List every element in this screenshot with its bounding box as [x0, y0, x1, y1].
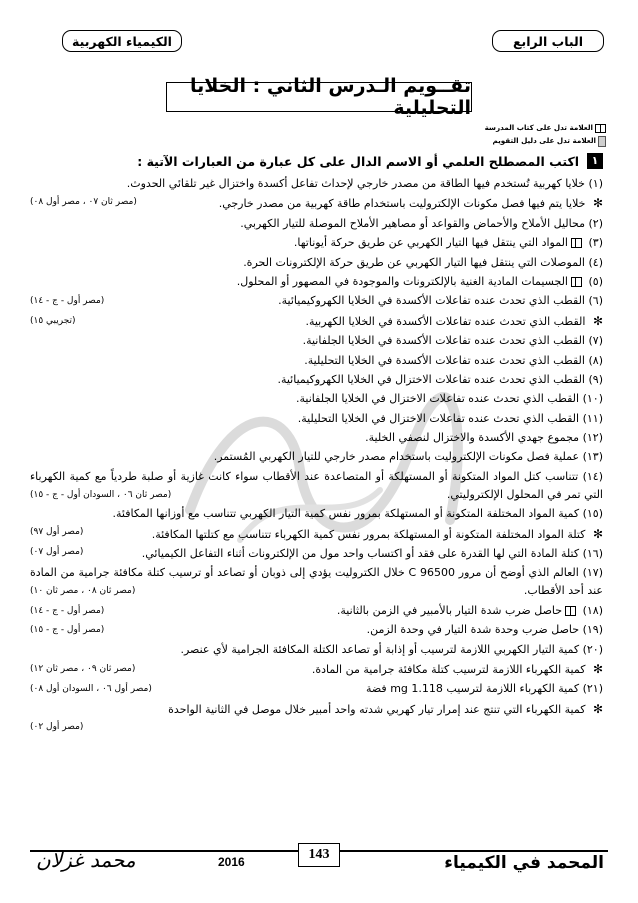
list-item — [30, 429, 603, 447]
items-list — [30, 175, 604, 732]
legend — [484, 121, 608, 147]
item-text: محاليل الأملاح والأحماض والقواعد أو مصاهير الأملاح الموصلة للتيار الكهربي. — [240, 216, 585, 230]
item-label: (١٨) — [582, 603, 603, 617]
exam-reference: (تجريبي ١٥) — [30, 315, 76, 326]
item-label: (٩) — [588, 372, 603, 386]
question-text: اكتب المصطلح العلمي أو الاسم الدال على كل عبارة من العبارات الآتية : — [137, 153, 579, 169]
exam-reference: (مصر ثان ٠٨ ، مصر ثان ١٠) — [30, 586, 136, 597]
list-item — [30, 352, 603, 370]
item-label: (١٥) — [582, 507, 603, 521]
exam-reference: (مصر أول - ج - ١٤) — [30, 605, 105, 616]
item-label: (١٠) — [582, 392, 603, 406]
item-label: (٤) — [588, 255, 603, 269]
list-item — [30, 621, 603, 639]
book-icon — [571, 277, 582, 287]
subject-tab — [62, 30, 182, 52]
legend-book-row — [484, 121, 608, 134]
list-item — [30, 410, 603, 428]
legend-guide-row — [492, 134, 608, 147]
item-label: (١٧) — [582, 566, 604, 580]
item-text: المواد التي ينتقل فيها التيار الكهربي عن طريق حركة أيوناتها. — [293, 236, 568, 250]
item-text: القطب الذي تحدث عنده تفاعلات الاختزال في الخلايا الجلفانية. — [296, 392, 580, 406]
book-icon — [565, 606, 576, 616]
list-item — [30, 371, 603, 389]
list-item — [30, 448, 603, 466]
item-text: كمية المواد المختلفة المتكونة أو المستهلكة بمرور نفس كمية التيار الكهربي تتناسب مع أوزانها المكافئة. — [112, 507, 580, 521]
item-text: العالم الذي أوضح أن مرور 96500 C خلال الكتروليت يؤدي إلى ذوبان أو تصاعد أو ترسيب كتلة مكافئة جرامية من المادة عند أحد الأقطاب. — [30, 566, 603, 598]
item-label: (٥) — [588, 274, 603, 288]
list-item — [30, 215, 603, 233]
item-label: (١٦) — [582, 547, 603, 561]
item-text: القطب الذي تحدث عنده تفاعلات الأكسدة في الخلايا التحليلية. — [304, 353, 585, 367]
chapter-label: الباب الرابع — [513, 33, 583, 49]
item-label: (٢١) — [582, 682, 603, 696]
item-text: عملية فصل مكونات الإلكتروليت باستخدام مصدر خارجي للتيار الكهربي المُستمر. — [213, 450, 580, 464]
book-icon — [571, 238, 582, 248]
item-text: القطب الذي تحدث عنده تفاعلات الأكسدة في الخلايا الكهروكيميائية. — [278, 294, 585, 308]
list-item — [30, 700, 603, 732]
legend-book-text: العلامة تدل على كتاب المدرسة — [484, 123, 593, 132]
item-text: القطب الذي تحدث عنده تفاعلات الاختزال في الخلايا الكهروكيميائية. — [277, 372, 585, 386]
item-label: (١) — [588, 177, 603, 190]
subject-label: الكيمياء الكهربية — [72, 33, 172, 49]
exam-reference: (مصر أول ٠٧) — [30, 546, 84, 557]
exam-reference: (مصر ثان ٠٧ ، مصر أول ٠٨) — [30, 197, 137, 207]
item-text: خلايا كهربية تُستخدم فيها الطاقة من مصدر خارجي لإحداث تفاعل أكسدة واختزال غير تلقائي الحدوث. — [126, 177, 585, 190]
item-text: كمية الكهرباء اللازمة لترسيب 1.118 mg فضة — [366, 682, 580, 696]
exam-reference: (مصر أول ٠٦ ، السودان أول ٠٨) — [30, 684, 152, 695]
list-item — [30, 641, 603, 659]
author-signature: محمد غزلان — [36, 848, 136, 872]
list-item — [30, 545, 603, 563]
item-label: (٦) — [588, 294, 603, 308]
item-label: (٧) — [588, 334, 603, 348]
book-icon — [595, 124, 606, 133]
list-item — [30, 194, 603, 213]
item-text: الجسيمات المادية الغنية بالإلكترونات والموجودة في المصهور أو المحلول. — [236, 274, 568, 288]
item-label: ✻ — [592, 661, 603, 676]
item-text: كمية الكهرباء اللازمة لترسيب كتلة مكافئة جرامية من المادة. — [311, 662, 586, 676]
legend-guide-text: العلامة تدل على دليل التقويم — [492, 136, 596, 145]
item-label: ✻ — [592, 313, 603, 328]
item-text: تتناسب كتل المواد المتكونة أو المستهلكة أو المتصاعدة عند الأقطاب سواء كانت غازية أو صلبة طردياً مع كمية الكهرباء التي تمر في المحلول الإلكتروليتي. — [30, 469, 603, 501]
item-text: حاصل ضرب وحدة شدة التيار في وحدة الزمن. — [366, 623, 580, 637]
list-item — [30, 234, 603, 252]
item-label: ✻ — [592, 196, 603, 211]
guide-icon — [598, 136, 606, 147]
item-text: كتلة المواد المختلفة المتكونة أو المستهلكة بمرور نفس كمية الكهرباء تتناسب مع كتلتها المكافئة. — [151, 527, 586, 541]
exam-reference: (مصر ثان ٠٩ ، مصر ثان ١٢) — [30, 663, 136, 674]
item-label: (١٤) — [582, 469, 604, 483]
exam-reference: (مصر أول ٩٧) — [30, 527, 84, 538]
page-number: 143 — [298, 843, 340, 867]
list-item — [30, 254, 603, 272]
exam-reference: (مصر أول - ج - ١٥) — [30, 625, 105, 636]
item-label: (٨) — [588, 353, 603, 367]
item-text: خلايا يتم فيها فصل مكونات الإلكتروليت باستخدام طاقة كهربية من مصدر خارجي. — [218, 197, 586, 211]
item-label: (٢) — [588, 216, 603, 230]
item-text: كمية الكهرباء التي تنتج عند إمرار تيار كهربي شدته واحد أمبير خلال موصل في الثانية الواحدة — [168, 702, 586, 716]
exam-reference: (مصر أول ٠٢) — [30, 721, 84, 732]
item-text: كتلة المادة التي لها القدرة على فقد أو اكتساب واحد مول من الإلكترونات أثناء التفاعل الكيميائي. — [141, 547, 580, 561]
question-number: ١ — [587, 153, 603, 169]
item-label: ✻ — [592, 526, 603, 541]
list-item — [30, 468, 603, 504]
page-title: تقــويم الـدرس الثاني : الخلايا التحليلية — [166, 82, 472, 112]
item-label: (٢٠) — [582, 642, 603, 656]
item-label: ✻ — [592, 701, 603, 716]
item-text: القطب الذي تحدث عنده تفاعلات الأكسدة في الخلايا الجلفانية. — [302, 334, 585, 348]
item-label: (١٩) — [582, 623, 603, 637]
list-item — [30, 660, 603, 679]
item-text: كمية التيار الكهربي اللازمة لترسيب أو إذابة أو تصاعد الكتلة المكافئة الجرامية لأي عنصر. — [180, 642, 580, 656]
question-heading — [30, 151, 603, 171]
book-name: المحمد في الكيمياء — [444, 853, 604, 873]
list-item — [30, 273, 603, 291]
exam-reference: (مصر أول - ج - ١٤) — [30, 296, 105, 307]
list-item — [30, 292, 603, 310]
item-text: القطب الذي تحدث عنده تفاعلات الأكسدة في الخلايا الكهربية. — [305, 314, 586, 328]
edition-year: 2016 — [218, 855, 245, 869]
item-label: (١٢) — [582, 431, 603, 445]
item-label: (١١) — [582, 411, 603, 425]
item-label: (١٣) — [582, 450, 603, 464]
item-text: القطب الذي تحدث عنده تفاعلات الاختزال في الخلايا التحليلية. — [297, 411, 580, 425]
item-text: الموصلات التي ينتقل فيها التيار الكهربي عن طريق حركة الإلكترونات الحرة. — [243, 255, 585, 269]
item-text: حاصل ضرب شدة التيار بالأمبير في الزمن بالثانية. — [336, 603, 563, 617]
list-item — [30, 602, 603, 620]
list-item — [30, 564, 603, 600]
list-item — [30, 312, 603, 331]
item-label: (٣) — [588, 236, 603, 250]
item-text: مجموع جهدي الأكسدة والاختزال لنصفي الخلية. — [365, 431, 580, 445]
list-item — [30, 332, 603, 350]
list-item — [30, 390, 603, 408]
exam-reference: (مصر ثان ٠٦ ، السودان أول - ج - ١٥) — [30, 489, 172, 500]
chapter-tab — [492, 30, 604, 52]
list-item — [30, 680, 603, 698]
